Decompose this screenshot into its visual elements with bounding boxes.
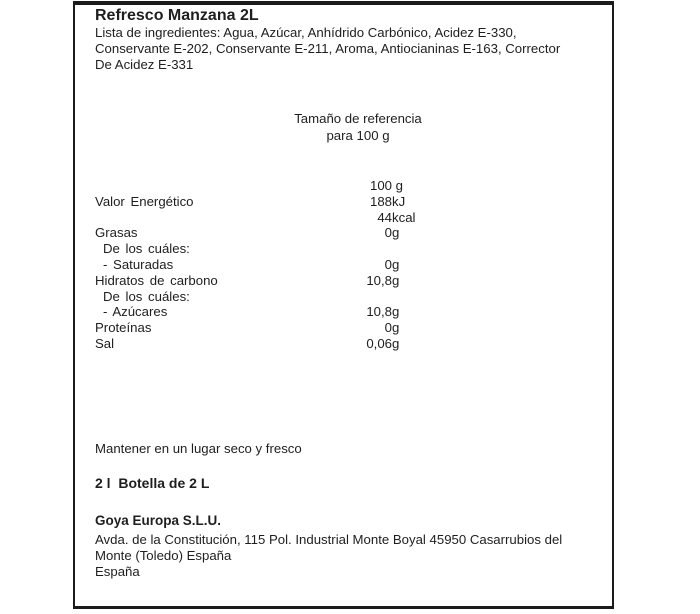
nutrition-value: [255, 210, 415, 226]
nutrition-value: [255, 178, 403, 194]
nutrition-value-unit: kcal: [392, 209, 416, 225]
nutrition-label: Grasas: [95, 225, 138, 241]
ingredients-list: [95, 25, 560, 73]
nutrition-value-unit: g: [392, 304, 400, 320]
nutrition-value: [255, 273, 399, 289]
pack-size: 2 l Botella de 2 L: [95, 475, 210, 491]
nutrition-value: [255, 304, 399, 320]
nutrition-value-number: 0: [384, 225, 392, 241]
nutrition-label: De los cuáles:: [103, 241, 190, 257]
nutrition-label: Sal: [95, 335, 115, 351]
nutrition-row: [75, 289, 612, 305]
nutrition-row: [75, 336, 612, 352]
nutrition-value-unit: g: [392, 272, 400, 288]
nutrition-label: Valor Energético: [95, 193, 194, 209]
nutrition-value-unit: g: [392, 335, 400, 351]
nutrition-value-number: 0: [384, 256, 392, 272]
nutrition-row: [75, 194, 612, 210]
product-label-box: [73, 1, 614, 609]
nutrition-value-number: 0: [384, 320, 392, 336]
nutrition-row: [75, 304, 612, 320]
nutrition-value: [255, 336, 399, 352]
ingredients-line: Lista de ingredientes: Agua, Azúcar, Anhídrido Carbónico, Acidez E-330,: [95, 25, 517, 40]
nutrition-label: Hidratos de carbono: [95, 272, 218, 288]
nutrition-value: [255, 320, 399, 336]
nutrition-label: - Azúcares: [103, 304, 168, 320]
nutrition-value-number: 10,8: [366, 272, 392, 288]
nutrition-table: [75, 178, 612, 352]
nutrition-row: [75, 178, 612, 194]
nutrition-value-number: 100: [369, 178, 392, 193]
manufacturer-address: [95, 532, 562, 580]
storage-note: Mantener en un lugar seco y fresco: [95, 441, 302, 456]
address-line: España: [95, 564, 140, 579]
nutrition-value-unit: g: [392, 178, 403, 193]
nutrition-row: [75, 273, 612, 289]
serving-reference-line2: para 100 g: [326, 128, 390, 143]
nutrition-value: [255, 225, 399, 241]
nutrition-label: - Saturadas: [103, 256, 174, 272]
nutrition-value-number: 188: [369, 193, 392, 209]
address-line: Monte (Toledo) España: [95, 548, 232, 563]
nutrition-value-unit: g: [392, 320, 400, 336]
nutrition-row: [75, 225, 612, 241]
ingredients-line: De Acidez E-331: [95, 57, 194, 72]
manufacturer-name: Goya Europa S.L.U.: [95, 513, 222, 528]
nutrition-value-unit: g: [392, 225, 400, 241]
nutrition-label: De los cuáles:: [103, 288, 190, 304]
nutrition-row: [75, 210, 612, 226]
nutrition-row: [75, 241, 612, 257]
ingredients-line: Conservante E-202, Conservante E-211, Aroma, Antiocianinas E-163, Corrector: [95, 41, 561, 56]
nutrition-value-number: 10,8: [366, 304, 392, 320]
nutrition-row: [75, 320, 612, 336]
product-title: Refresco Manzana 2L: [95, 7, 259, 24]
nutrition-value: [255, 257, 399, 273]
nutrition-row: [75, 257, 612, 273]
nutrition-value-number: 0,06: [366, 335, 392, 351]
serving-reference-line1: Tamaño de referencia: [294, 111, 422, 126]
nutrition-value-number: 44: [377, 209, 392, 225]
nutrition-value: [255, 194, 405, 210]
address-line: Avda. de la Constitución, 115 Pol. Industrial Monte Boyal 45950 Casarrubios del: [95, 532, 563, 547]
nutrition-value-unit: g: [392, 256, 400, 272]
nutrition-label: Proteínas: [95, 320, 152, 336]
nutrition-value-unit: kJ: [392, 193, 406, 209]
serving-reference-header: [258, 110, 458, 144]
